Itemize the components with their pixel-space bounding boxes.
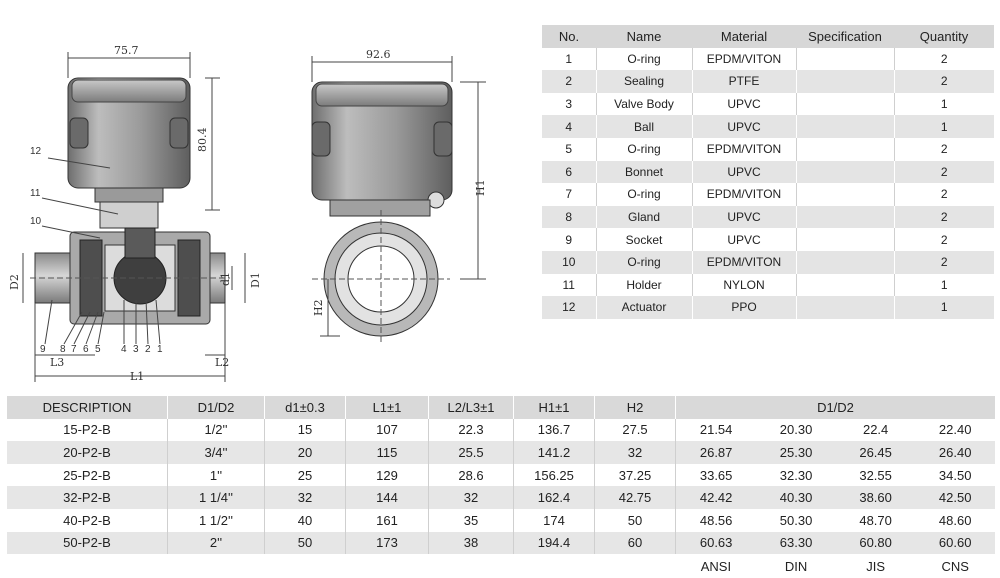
dim-din: 32.30	[779, 467, 813, 483]
dimension-table-header	[7, 396, 995, 419]
part-no: 2	[542, 70, 596, 93]
dim-ansi: 60.63	[676, 532, 757, 555]
dim-l2l3: 35	[429, 509, 514, 532]
dim-l1: 144	[346, 486, 429, 509]
table-row	[542, 206, 994, 229]
dim-cns: 26.40	[915, 441, 995, 464]
dim-cns: 42.50	[915, 486, 995, 509]
dim-h1: 141.2	[514, 441, 595, 464]
dim-l1: 115	[346, 441, 429, 464]
dim-d1d2: 1''	[168, 464, 265, 487]
dim-ansi: 21.54	[676, 419, 757, 442]
table-row	[542, 93, 994, 116]
technical-drawing	[0, 0, 540, 392]
part-quantity: 1	[894, 115, 994, 138]
front-view-actuator	[68, 78, 190, 228]
table-row	[7, 441, 995, 464]
callout-7: 7	[71, 344, 77, 355]
table-row	[542, 296, 994, 319]
part-quantity: 2	[894, 70, 994, 93]
H1-label: H1	[474, 179, 487, 196]
part-specification	[796, 115, 894, 138]
part-no: 1	[565, 51, 573, 66]
part-specification	[796, 48, 894, 71]
dim-h1: 162.4	[514, 486, 595, 509]
part-material: PTFE	[692, 70, 796, 93]
standard-ansi: ANSI	[676, 554, 757, 578]
L2-label: L2	[215, 356, 230, 369]
part-name: O-ring	[596, 138, 692, 161]
dim-cns: 48.60	[938, 512, 972, 528]
dim-header-d1: d1±0.3	[265, 396, 346, 419]
standard-jis: JIS	[836, 554, 916, 578]
part-name: Gland	[596, 206, 692, 229]
D1-label: D1	[249, 272, 262, 288]
parts-header-specification: Specification	[796, 25, 894, 48]
part-name: Socket	[596, 228, 692, 251]
part-specification	[796, 251, 894, 274]
dim-h2: 27.5	[595, 419, 676, 442]
part-quantity: 2	[894, 138, 994, 161]
dim-l1: 161	[346, 509, 429, 532]
part-specification	[796, 228, 894, 251]
part-quantity: 2	[894, 251, 994, 274]
part-specification	[796, 206, 894, 229]
dim-description: 40-P2-B	[63, 512, 111, 528]
dim-l1: 107	[346, 419, 429, 442]
dim-din: 63.30	[756, 532, 836, 555]
part-no: 8	[542, 206, 596, 229]
d1-small-label: d1	[219, 271, 232, 286]
dim-l2l3: 32	[429, 486, 514, 509]
side-width-label: 92.6	[366, 48, 391, 61]
dim-jis: 32.55	[859, 467, 892, 483]
dim-description: 32-P2-B	[7, 486, 168, 509]
dim-din: 40.30	[756, 486, 836, 509]
part-quantity: 2	[894, 161, 994, 184]
dim-jis: 38.60	[836, 486, 916, 509]
dim-header-l2l3: L2/L3±1	[429, 396, 514, 419]
part-material: EPDM/VITON	[692, 183, 796, 206]
dim-ansi: 33.65	[676, 464, 757, 487]
standard-cns: CNS	[915, 554, 995, 578]
part-name: Valve Body	[596, 93, 692, 116]
part-specification	[796, 138, 894, 161]
part-material: UPVC	[692, 161, 796, 184]
dim-din: 25.30	[756, 441, 836, 464]
H2-label: H2	[312, 299, 325, 316]
dim-h2: 60	[595, 532, 676, 555]
part-name: O-ring	[596, 183, 692, 206]
part-name: O-ring	[596, 251, 692, 274]
table-row	[542, 138, 994, 161]
dimension-table	[7, 396, 995, 578]
callout-11: 11	[30, 188, 41, 199]
part-quantity: 1	[894, 274, 994, 297]
dim-l2l3: 25.5	[429, 441, 514, 464]
dim-header-d1d2: D1/D2	[168, 396, 265, 419]
front-width-label: 75.7	[114, 44, 139, 57]
dim-jis: 26.45	[836, 441, 916, 464]
dim-h1: 194.4	[514, 532, 595, 555]
table-row	[542, 251, 994, 274]
part-specification	[796, 274, 894, 297]
front-height-label: 80.4	[196, 127, 209, 152]
dim-description: 50-P2-B	[7, 532, 168, 555]
dim-h1: 174	[514, 509, 595, 532]
part-material: EPDM/VITON	[692, 48, 796, 71]
part-name: Sealing	[596, 70, 692, 93]
table-row	[7, 509, 995, 532]
part-quantity: 2	[894, 206, 994, 229]
L3-label: L3	[50, 356, 65, 369]
callout-9: 9	[40, 344, 46, 355]
part-no: 7	[565, 187, 573, 202]
dim-header-h2: H2	[595, 396, 676, 419]
part-no: 5	[565, 142, 573, 157]
dim-d1: 25	[265, 464, 346, 487]
part-name: Actuator	[596, 296, 692, 319]
dim-description: 20-P2-B	[7, 441, 168, 464]
part-name: Bonnet	[596, 161, 692, 184]
dim-ansi: 42.42	[676, 486, 757, 509]
parts-table-header	[542, 25, 994, 48]
part-material: UPVC	[692, 228, 796, 251]
dim-ansi: 26.87	[676, 441, 757, 464]
dim-l2l3: 28.6	[429, 464, 514, 487]
standards-spacer	[7, 554, 676, 578]
part-specification	[796, 93, 894, 116]
table-row	[542, 48, 994, 71]
part-name: Ball	[596, 115, 692, 138]
dim-d1: 15	[265, 419, 346, 442]
table-row	[542, 274, 994, 297]
part-quantity: 2	[894, 228, 994, 251]
side-view-valve-body	[312, 210, 450, 345]
dim-cns: 60.60	[915, 532, 995, 555]
table-row	[7, 486, 995, 509]
part-name: Holder	[596, 274, 692, 297]
dim-jis: 22.4	[862, 422, 889, 438]
part-no: 9	[565, 232, 573, 247]
part-material: EPDM/VITON	[692, 251, 796, 274]
part-material: EPDM/VITON	[692, 138, 796, 161]
callout-4: 4	[121, 344, 127, 355]
dim-din: 50.30	[779, 512, 813, 528]
dim-jis: 48.70	[859, 512, 892, 528]
dim-header-l1: L1±1	[346, 396, 429, 419]
callout-6: 6	[83, 344, 89, 355]
part-no: 12	[542, 296, 596, 319]
parts-table	[542, 25, 994, 319]
dim-d1: 20	[265, 441, 346, 464]
part-specification	[796, 161, 894, 184]
part-quantity: 2	[894, 48, 994, 71]
dim-d1: 50	[265, 532, 346, 555]
callout-8: 8	[60, 344, 66, 355]
part-specification	[796, 70, 894, 93]
dim-d1d2: 2''	[168, 532, 265, 555]
dim-d1d2: 3/4''	[168, 441, 265, 464]
dim-description: 25-P2-B	[63, 467, 111, 483]
parts-header-no: No.	[542, 25, 596, 48]
part-material: UPVC	[692, 115, 796, 138]
part-material: PPO	[692, 296, 796, 319]
part-quantity: 1	[894, 93, 994, 116]
part-quantity: 1	[894, 296, 994, 319]
standard-din: DIN	[756, 554, 836, 578]
part-specification	[796, 183, 894, 206]
callout-2: 2	[145, 344, 151, 355]
parts-header-name: Name	[596, 25, 692, 48]
callout-1: 1	[157, 344, 163, 355]
side-view-actuator	[312, 82, 452, 216]
part-no: 4	[542, 115, 596, 138]
callout-10: 10	[30, 216, 42, 227]
dim-h2: 37.25	[595, 464, 676, 487]
dim-d1d2: 1/2''	[168, 419, 265, 442]
part-quantity: 2	[894, 183, 994, 206]
dim-jis: 60.80	[836, 532, 916, 555]
table-row	[7, 419, 995, 442]
dim-h1: 136.7	[514, 419, 595, 442]
dim-l2l3: 22.3	[429, 419, 514, 442]
dim-description: 15-P2-B	[63, 422, 111, 438]
callout-3: 3	[133, 344, 139, 355]
part-no: 6	[542, 161, 596, 184]
part-no: 3	[565, 97, 573, 112]
table-row	[542, 161, 994, 184]
part-material: UPVC	[692, 206, 796, 229]
callout-12: 12	[30, 146, 42, 157]
dim-d1: 40	[265, 509, 346, 532]
dim-h1: 156.25	[514, 464, 595, 487]
dim-h2: 42.75	[595, 486, 676, 509]
dim-cns: 34.50	[938, 467, 972, 483]
dim-ansi: 48.56	[676, 509, 757, 532]
parts-header-material: Material	[692, 25, 796, 48]
dim-h2: 50	[595, 509, 676, 532]
callout-5: 5	[95, 344, 101, 355]
table-row	[7, 464, 995, 487]
table-row	[542, 70, 994, 93]
dim-din: 20.30	[779, 422, 813, 438]
dim-l2l3: 38	[429, 532, 514, 555]
L1-label: L1	[130, 370, 145, 383]
table-row	[7, 532, 995, 555]
dim-d1: 32	[265, 486, 346, 509]
part-no: 10	[542, 251, 596, 274]
table-row	[542, 228, 994, 251]
table-row	[542, 115, 994, 138]
dim-cns: 22.40	[938, 422, 972, 438]
part-name: O-ring	[596, 48, 692, 71]
dim-l1: 173	[346, 532, 429, 555]
dim-header-d1d2-standards: D1/D2	[676, 396, 996, 419]
dim-d1d2: 1 1/4''	[168, 486, 265, 509]
front-view-valve-body	[30, 228, 230, 324]
dim-header-h1: H1±1	[514, 396, 595, 419]
part-material: UPVC	[692, 93, 796, 116]
standards-row	[7, 554, 995, 578]
d2-label: D2	[8, 274, 21, 290]
part-specification	[796, 296, 894, 319]
dim-h2: 32	[595, 441, 676, 464]
table-row	[542, 183, 994, 206]
part-material: NYLON	[692, 274, 796, 297]
dim-l1: 129	[346, 464, 429, 487]
dim-header-description: DESCRIPTION	[7, 396, 168, 419]
parts-header-quantity: Quantity	[894, 25, 994, 48]
part-no: 11	[562, 277, 575, 292]
dim-d1d2: 1 1/2''	[168, 509, 265, 532]
